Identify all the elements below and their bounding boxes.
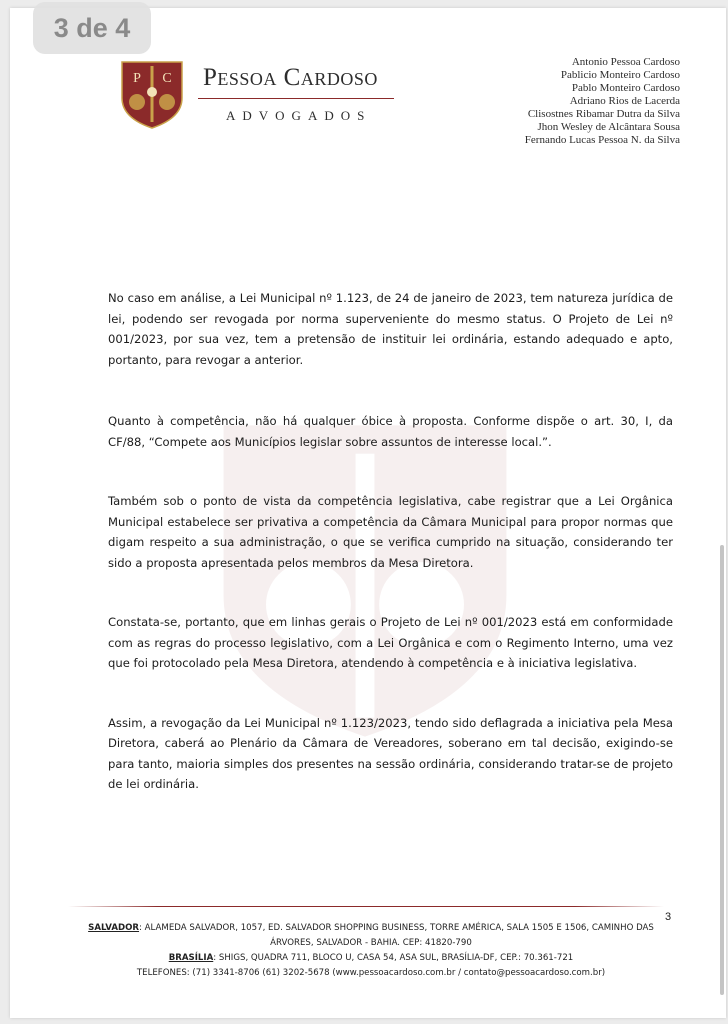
partner-name: Clisostnes Ribamar Dutra da Silva	[527, 108, 680, 120]
partner-name: Pablicio Monteiro Cardoso	[560, 69, 680, 81]
brasilia-address	[76, 951, 666, 966]
paragraph: Também sob o ponto de vista da competência legislativa, cabe registrar que a Lei Orgânica Municipal estabelece ser privativa a competência da Câmara Municipal para propor normas que digam respeito a sua administração, o que se verifica cumprido na situação, considerando ter sido a proposta apresentada pelos membros da Mesa Diretora.	[108, 494, 673, 570]
paragraph: Assim, a revogação da Lei Municipal nº 1.123/2023, tendo sido deflagrada a iniciativa pela Mesa Diretora, caberá ao Plenário da Câmara de Vereadores, soberano em tal decisão, exigindo-se para tanto, maioria simples dos presentes na sessão ordinária, considerando tratar-se de projeto de lei ordinária.	[108, 715, 673, 791]
page-indicator: 3 de 4	[33, 2, 151, 54]
partner-name: Adriano Rios de Lacerda	[569, 95, 680, 107]
paragraph: No caso em análise, a Lei Municipal nº 1.123, de 24 de janeiro de 2023, tem natureza jurídica de lei, podendo ser revogada por norma superveniente do mesmo status. O Projeto de Lei nº 001/2023, por sua vez, tem a pretensão de instituir lei ordinária, estando adequado e apto, portanto, para revogar a anterior.	[108, 291, 673, 367]
brasilia-address-text: : SHIGS, QUADRA 711, BLOCO U, CASA 54, ASA SUL, BRASÍLIA-DF, CEP.: 70.361-721	[213, 953, 574, 963]
letterhead-divider	[198, 98, 394, 99]
scrollbar[interactable]	[720, 545, 724, 995]
partner-name: Fernando Lucas Pessoa N. da Silva	[524, 134, 680, 146]
firm-logo	[120, 60, 184, 130]
salvador-label: SALVADOR	[88, 923, 140, 933]
partner-name: Antonio Pessoa Cardoso	[571, 56, 680, 68]
page-number: 3	[665, 911, 672, 923]
document-body	[108, 288, 673, 795]
phones: TELEFONES: (71) 3341-8706 (61) 3202-5678 (www.pessoacardoso.com.br / contato@pessoacardoso.com.br)	[136, 968, 606, 978]
paragraph: Quanto à competência, não há qualquer óbice à proposta. Conforme dispõe o art. 30, I, da CF/88, “Compete aos Municípios legislar sobre assuntos de interesse local.”.	[108, 414, 673, 449]
firm-subtitle: ADVOGADOS	[226, 108, 372, 123]
brasilia-label: BRASÍLIA	[168, 953, 214, 963]
firm-name: Pessoa Cardoso	[203, 64, 378, 91]
svg-text:P: P	[133, 71, 141, 86]
partner-name: Pablo Monteiro Cardoso	[571, 82, 680, 94]
partners-list	[525, 56, 680, 147]
salvador-address	[76, 921, 666, 951]
footer-address	[76, 921, 666, 981]
footer-divider	[68, 906, 664, 907]
svg-text:C: C	[162, 71, 172, 86]
salvador-address-text: : ALAMEDA SALVADOR, 1057, ED. SALVADOR SHOPPING BUSINESS, TORRE AMÉRICA, SALA 1505 E 1506, CAMINHO DAS ÁRVORES, SALVADOR - BAHIA. CEP: 41820-790	[139, 923, 654, 948]
paragraph: Constata-se, portanto, que em linhas gerais o Projeto de Lei nº 001/2023 está em conformidade com as regras do processo legislativo, com a Lei Orgânica e com o Regimento Interno, uma vez que foi protocolado pela Mesa Diretora, atendendo à competência e à iniciativa legislativa.	[108, 615, 673, 670]
partner-name: Jhon Wesley de Alcântara Sousa	[537, 121, 680, 133]
